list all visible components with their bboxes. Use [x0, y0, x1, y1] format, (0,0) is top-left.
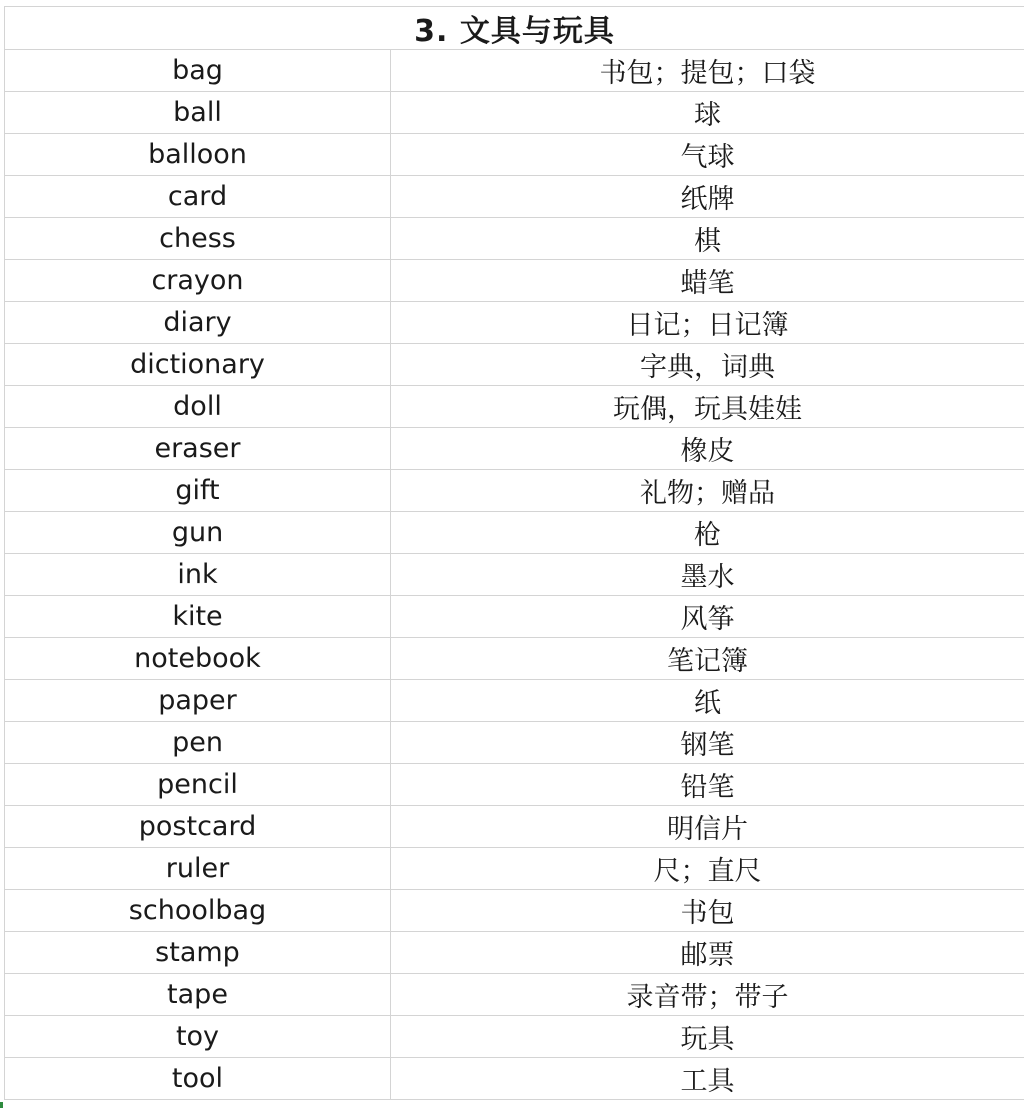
- english-word-cell[interactable]: postcard: [5, 806, 391, 847]
- chinese-meaning-cell[interactable]: 铅笔: [680, 772, 735, 803]
- table-row: [4, 554, 1024, 596]
- chinese-meaning-cell[interactable]: 尺；直尺: [653, 856, 762, 887]
- chinese-meaning-cell[interactable]: 球: [694, 100, 721, 131]
- english-word-cell[interactable]: ruler: [5, 848, 391, 889]
- chinese-meaning-cell[interactable]: 纸: [694, 688, 721, 719]
- table-row: [4, 386, 1024, 428]
- chinese-meaning-cell[interactable]: 气球: [680, 142, 735, 173]
- chinese-meaning-cell[interactable]: 礼物；赠品: [640, 478, 775, 509]
- chinese-meaning-cell[interactable]: 橡皮: [680, 436, 735, 467]
- table-row: [4, 50, 1024, 92]
- table-row: [4, 806, 1024, 848]
- chinese-meaning-cell[interactable]: 棋: [694, 226, 721, 257]
- english-word-cell[interactable]: chess: [5, 218, 391, 259]
- table-row: [4, 596, 1024, 638]
- chinese-meaning-cell[interactable]: 玩偶，玩具娃娃: [613, 394, 802, 425]
- table-row: [4, 974, 1024, 1016]
- english-word-cell[interactable]: gift: [5, 470, 391, 511]
- table-row: [4, 134, 1024, 176]
- table-row: [4, 638, 1024, 680]
- table-row: [4, 512, 1024, 554]
- english-word-cell[interactable]: ball: [5, 92, 391, 133]
- english-word-cell[interactable]: dictionary: [5, 344, 391, 385]
- table-row: [4, 932, 1024, 974]
- table-body: [4, 50, 1024, 1100]
- corner-marker: [0, 1102, 3, 1108]
- chinese-meaning-cell[interactable]: 风筝: [680, 604, 735, 635]
- table-row: [4, 92, 1024, 134]
- english-word-cell[interactable]: eraser: [5, 428, 391, 469]
- english-word-cell[interactable]: tape: [5, 974, 391, 1015]
- table-row: [4, 218, 1024, 260]
- table-row: [4, 764, 1024, 806]
- english-word-cell[interactable]: tool: [5, 1058, 391, 1099]
- english-word-cell[interactable]: pencil: [5, 764, 391, 805]
- english-word-cell[interactable]: notebook: [5, 638, 391, 679]
- english-word-cell[interactable]: stamp: [5, 932, 391, 973]
- english-word-cell[interactable]: kite: [5, 596, 391, 637]
- chinese-meaning-cell[interactable]: 纸牌: [680, 184, 735, 215]
- chinese-meaning-cell[interactable]: 字典，词典: [640, 352, 775, 383]
- english-word-cell[interactable]: gun: [5, 512, 391, 553]
- english-word-cell[interactable]: doll: [5, 386, 391, 427]
- vocabulary-table: [4, 6, 1024, 1100]
- table-row: [4, 848, 1024, 890]
- chinese-meaning-cell[interactable]: 笔记簿: [667, 646, 748, 677]
- english-word-cell[interactable]: bag: [5, 50, 391, 91]
- chinese-meaning-cell[interactable]: 工具: [680, 1066, 735, 1097]
- chinese-meaning-cell[interactable]: 明信片: [667, 814, 748, 845]
- table-row: [4, 890, 1024, 932]
- table-row: [4, 1058, 1024, 1100]
- chinese-meaning-cell[interactable]: 日记；日记簿: [626, 310, 789, 341]
- table-row: [4, 344, 1024, 386]
- english-word-cell[interactable]: schoolbag: [5, 890, 391, 931]
- english-word-cell[interactable]: diary: [5, 302, 391, 343]
- chinese-meaning-cell[interactable]: 蜡笔: [680, 268, 735, 299]
- english-word-cell[interactable]: card: [5, 176, 391, 217]
- chinese-meaning-cell[interactable]: 钢笔: [680, 730, 735, 761]
- chinese-meaning-cell[interactable]: 枪: [694, 520, 721, 551]
- table-row: [4, 302, 1024, 344]
- english-word-cell[interactable]: paper: [5, 680, 391, 721]
- table-row: [4, 260, 1024, 302]
- table-row: [4, 176, 1024, 218]
- english-word-cell[interactable]: pen: [5, 722, 391, 763]
- table-row: [4, 722, 1024, 764]
- table-row: [4, 470, 1024, 512]
- english-word-cell[interactable]: balloon: [5, 134, 391, 175]
- table-row: [4, 680, 1024, 722]
- table-row: [4, 1016, 1024, 1058]
- chinese-meaning-cell[interactable]: 墨水: [680, 562, 735, 593]
- english-word-cell[interactable]: crayon: [5, 260, 391, 301]
- english-word-cell[interactable]: toy: [5, 1016, 391, 1057]
- chinese-meaning-cell[interactable]: 玩具: [680, 1024, 735, 1055]
- english-word-cell[interactable]: ink: [5, 554, 391, 595]
- chinese-meaning-cell[interactable]: 书包；提包；口袋: [599, 58, 816, 89]
- chinese-meaning-cell[interactable]: 邮票: [680, 940, 735, 971]
- chinese-meaning-cell[interactable]: 录音带；带子: [626, 982, 789, 1013]
- table-row: [4, 428, 1024, 470]
- chinese-meaning-cell[interactable]: 书包: [680, 898, 735, 929]
- table-title: 3. 文具与玩具: [4, 6, 1024, 50]
